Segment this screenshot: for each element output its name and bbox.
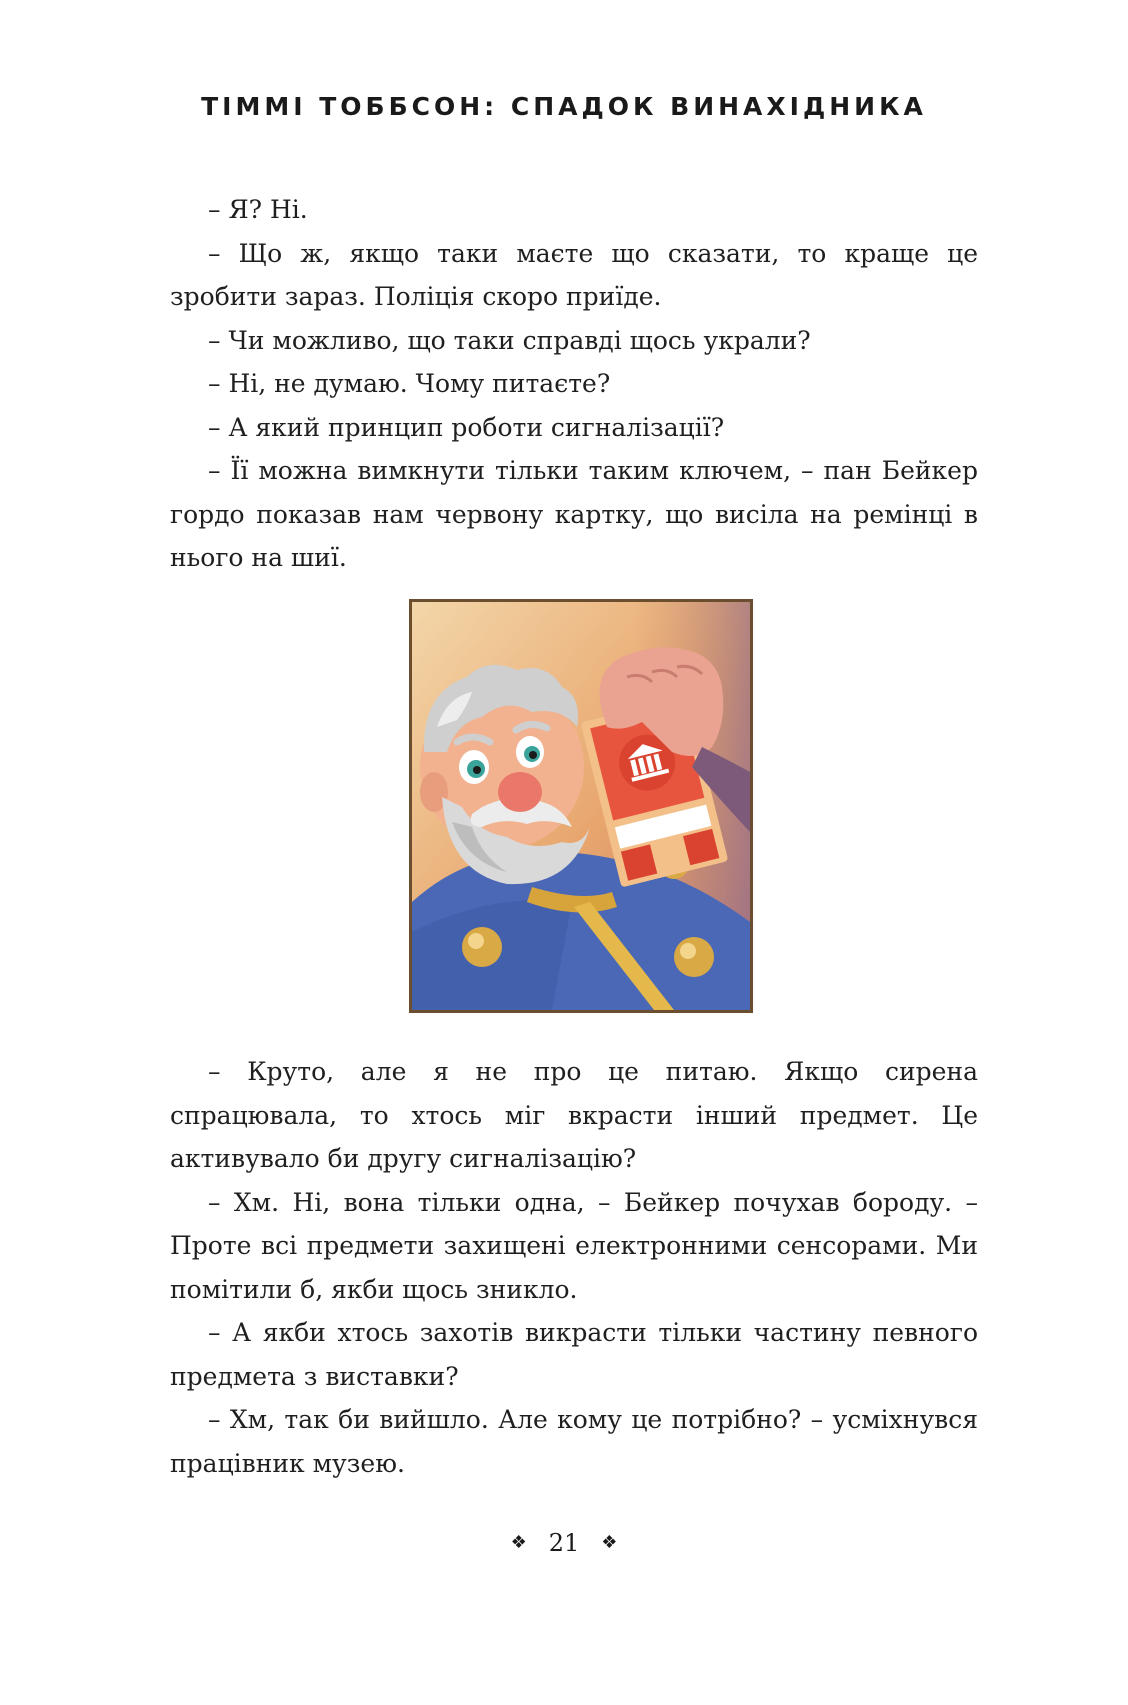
ornament-diamond-icon: ❖ xyxy=(601,1532,618,1553)
nose xyxy=(498,772,542,812)
pupil-right xyxy=(529,751,537,759)
paragraph: – Круто, але я не про це питаю. Якщо сирена спрацювала, то хтось міг вкрасти інший предмет. Це активувало би другу сигналізацію? xyxy=(170,1057,978,1173)
button-highlight xyxy=(680,943,696,959)
text-block-bottom xyxy=(170,1050,978,1485)
paragraph: – Хм, так би вийшло. Але кому це потрібно? – усміхнувся працівник музею. xyxy=(170,1405,978,1478)
illustration-svg xyxy=(412,602,750,1010)
ornament-diamond-icon: ❖ xyxy=(510,1532,527,1553)
paragraph: – Я? Ні. xyxy=(208,195,308,224)
paragraph: – А який принцип роботи сигналізації? xyxy=(208,412,725,442)
running-header: ТІММІ ТОББСОН: СПАДОК ВИНАХІДНИКА xyxy=(201,92,927,121)
button-highlight xyxy=(468,933,484,949)
paragraph: – Ні, не думаю. Чому питаєте? xyxy=(208,369,611,398)
illustration-guard-with-keycard xyxy=(409,599,753,1013)
pupil-left xyxy=(473,766,481,774)
paragraph: – А якби хтось захотів викрасти тільки частину певного предмета з виставки? xyxy=(170,1318,978,1391)
text-block-top xyxy=(170,188,978,580)
paragraph: – Чи можливо, що таки справді щось украли? xyxy=(208,325,811,355)
uniform-button xyxy=(462,927,502,967)
page-number: 21 xyxy=(548,1529,580,1557)
page-footer xyxy=(0,1529,1128,1557)
uniform-button xyxy=(674,937,714,977)
paragraph: – Хм. Ні, вона тільки одна, – Бейкер почухав бороду. – Проте всі предмети захищені електронними сенсорами. Ми помітили б, якби щось зникло. xyxy=(170,1187,978,1304)
paragraph: – Що ж, якщо таки маєте що сказати, то краще це зробити зараз. Поліція скоро приїде. xyxy=(170,238,978,311)
paragraph: – Її можна вимкнути тільки таким ключем, – пан Бейкер гордо показав нам червону картку, що висіла на ремінці в нього на шиї. xyxy=(170,456,978,572)
